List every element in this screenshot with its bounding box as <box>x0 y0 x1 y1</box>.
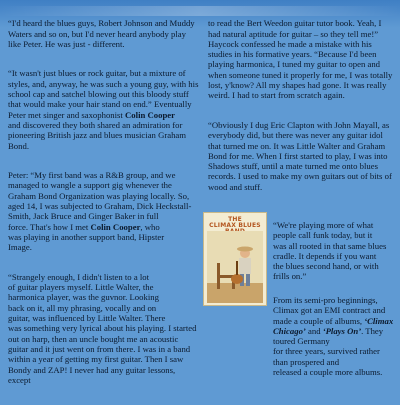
paragraph: “Obviously I dug Eric Clapton with John Mayall, as everybody did, but there was never any guitar idol that turned me on. It was Little Walter and Graham Bond for me. When I first started to play, I was into Shadows stuff, until a mate turned me onto blues records. I used to make my own guitars out of bits of wood and stuff. <box>208 119 392 192</box>
paragraph: From its semi-pro beginnings, Climax got an EMI contract and made a couple of albums, ‘Climax Chicago’ and ‘Plays On’. They toured Germany for three years, survived rather than prospered and released a couple more albums. <box>273 295 394 378</box>
album-title-1: ‘Climax Chicago’ <box>273 315 394 336</box>
name-highlight: Colin Cooper <box>125 109 175 120</box>
name-highlight: Colin Cooper <box>90 221 141 232</box>
album-cover-illustration <box>207 231 263 303</box>
album-title-2: ‘Plays On’ <box>322 325 362 336</box>
right-column <box>208 8 394 211</box>
album-cover-title: THE CLIMAX BLUES <box>209 216 261 229</box>
left-column <box>8 8 200 404</box>
paragraph: “It wasn't just blues or rock guitar, but a mixture of styles, and, anyway, he was such a young guy, with his school cap and satchel blowing out this bloody stuff that would make your hair stand on end.” Eventually Peter met singer and saxophonist Colin Cooper and discovered they both shared an admiration for pioneering British jazz and blues musician Graham Bond. <box>8 68 199 151</box>
album-cover-image <box>203 212 267 306</box>
pull-quote: “We're playing more of what people call funk today, but it was all rooted in that same blues cradle. It depends if you want the blues second hand, or with frills on.” <box>273 220 387 282</box>
paragraph: “Strangely enough, I didn't listen to a lot of guitar players myself. Little Walter, the harmonica player, was the guvnor. Looking back on it, all my phrasing, vocally and on guitar, was influenced by Little Walter. There was something very lyrical about his playing. I started out on harp, then an uncle bought me an acoustic guitar and it just went on from there. I was in a band within a year of getting my first guitar. Then I saw Bondy and ZAP! I never had any guitar lessons, except <box>8 271 197 385</box>
paragraph: “I'd heard the blues guys, Robert Johnson and Muddy Waters and so on, but I'd never heard anybody play like Peter. He was just - different. <box>8 18 195 49</box>
paragraph: to read the Bert Weedon guitar tutor book. Yeah, I had natural aptitude for guitar – so they tell me!” Haycock confessed he made a mistake with his studies in his formative years. “Because I'd been playing harmonica, I tuned my guitar to open and when someone tuned it properly for me, I was totally lost, y'know? All my shapes had gone. It was really weird. I had to start from scratch again. <box>208 18 393 101</box>
paragraph: Peter: “My first band was a R&B group, and we managed to wangle a support gig whenever the Graham Bond Organization was playing locally. So, aged 14, I was subjected to Graham, Dick Heckstall- Smith, Jack Bruce and Ginger Baker in full force. That's how I met Colin Cooper, who was playing in another support band, Hipster Image. <box>8 170 192 253</box>
